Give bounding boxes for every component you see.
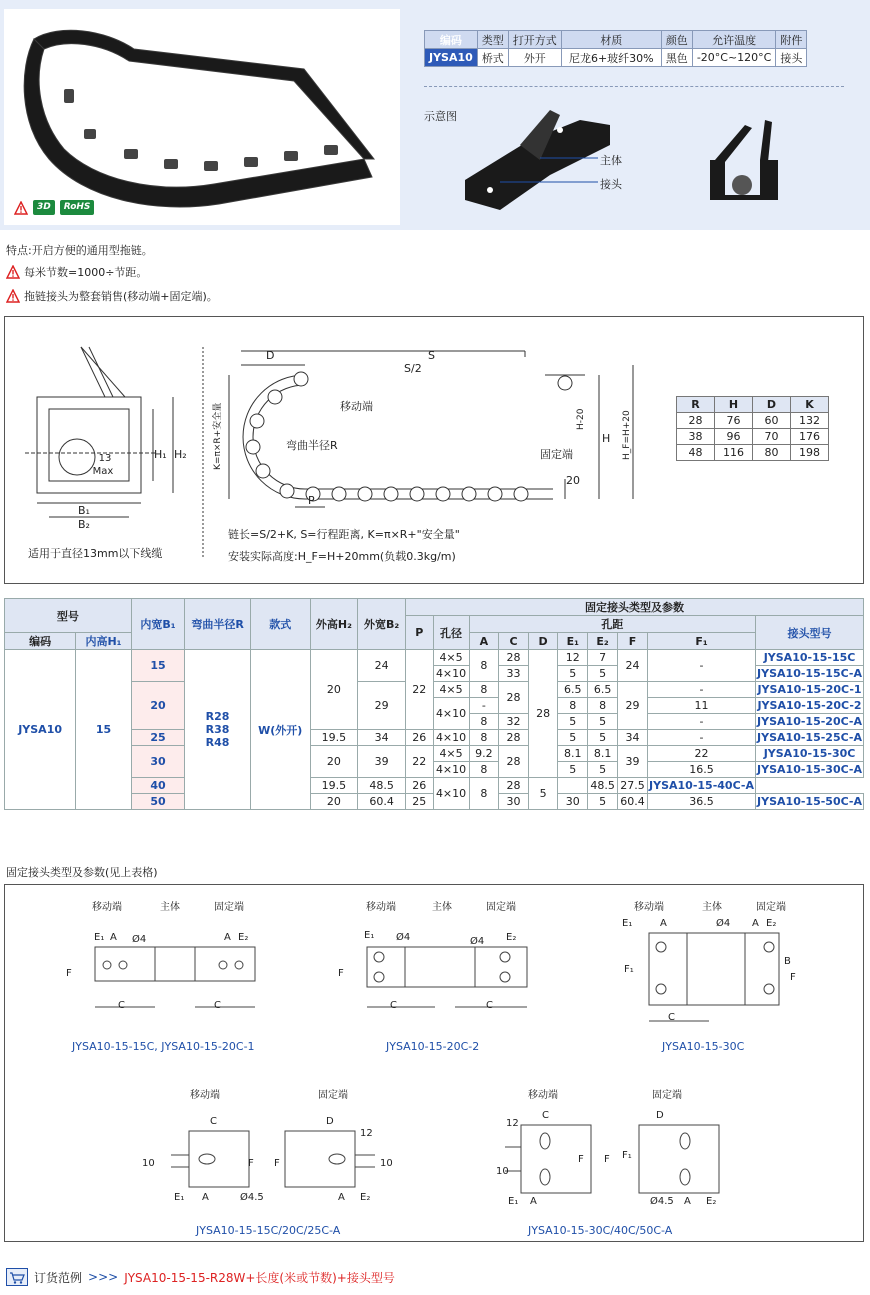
spec-cell: JYSA10 — [425, 49, 478, 67]
hole-cell: 4×10 — [433, 762, 469, 778]
lbl-a: A — [752, 918, 759, 929]
a-cell: 8 — [469, 650, 499, 682]
b2-cell: 34 — [358, 730, 406, 746]
lbl-a: A — [338, 1192, 345, 1203]
th-inner-b1: 内宽B₁ — [131, 599, 185, 650]
joint-model-cell: JYSA10-15-15C — [756, 650, 864, 666]
inner-h1-cell: 15 — [76, 650, 131, 810]
h2-cell: 20 — [310, 746, 358, 778]
formula-1: 链长=S/2+K, S=行程距离, K=π×R+"安全量" — [228, 528, 460, 541]
lbl-body-3: 主体 — [702, 902, 722, 913]
twenty-label: 20 — [566, 474, 580, 487]
th-inner-h1: 内高H₁ — [76, 633, 131, 650]
spec-cell: 桥式 — [477, 49, 508, 67]
lbl-moving-1: 移动端 — [92, 902, 122, 913]
hole-cell: 4×10 — [433, 666, 469, 682]
th-outer-b2: 外宽B₂ — [358, 599, 406, 650]
joint-label: 接头 — [600, 178, 622, 191]
e1-cell: 8 — [558, 698, 588, 714]
a-cell: - — [469, 698, 499, 714]
c-cell: 32 — [499, 714, 529, 730]
d-label: D — [266, 349, 275, 362]
th-f1: F₁ — [647, 633, 755, 650]
lbl-phi45: Ø4.5 — [650, 1196, 674, 1207]
e2-cell: 5 — [588, 730, 618, 746]
r-cell: 76 — [715, 413, 753, 429]
e1-cell: 5 — [558, 714, 588, 730]
e1-cell: 12 — [558, 650, 588, 666]
lbl-e1: E₁ — [364, 930, 375, 941]
a-cell: 8 — [469, 762, 499, 778]
f1-cell: - — [647, 650, 755, 682]
r-cell: 28 — [677, 413, 715, 429]
d-cell: 30 — [558, 794, 588, 810]
lbl-e2: E₂ — [766, 918, 777, 929]
joint-model-cell: JYSA10-15-20C-2 — [757, 699, 862, 712]
fixed-end-label: 固定端 — [540, 448, 573, 461]
spec-header: 打开方式 — [508, 31, 561, 49]
th-e1: E₁ — [558, 633, 588, 650]
joint-model-cell: JYSA10-15-20C-A — [757, 715, 862, 728]
lbl-f1: F₁ — [624, 964, 634, 975]
lbl-c: C — [542, 1110, 549, 1121]
th-e2: E₂ — [588, 633, 618, 650]
hole-cell: 4×10 — [433, 698, 469, 730]
a-cell: 8 — [469, 778, 499, 810]
b2-cell: 60.4 — [358, 794, 406, 810]
lbl-f: F — [338, 968, 344, 979]
code-cell: JYSA10 — [5, 650, 76, 810]
joint-model-cell: JYSA10-15-20C-1 — [757, 683, 862, 696]
th-a: A — [469, 633, 499, 650]
r-cell: 198 — [791, 445, 829, 461]
p-cell: 25 — [405, 794, 433, 810]
r-header: H — [715, 397, 753, 413]
lbl-a: A — [224, 932, 231, 943]
joint-model-cell: JYSA10-15-15C-A — [757, 667, 862, 680]
bend-r28: R28 — [205, 710, 230, 723]
b2-cell: 48.5 — [358, 778, 406, 794]
r-cell: 80 — [753, 445, 791, 461]
b2-cell: 29 — [358, 682, 406, 730]
3d-badge: 3D — [33, 200, 55, 215]
e1-cell: 8.1 — [558, 746, 588, 762]
joint-model-cell: JYSA10-15-30C-A — [757, 763, 862, 776]
f1-cell: - — [647, 730, 755, 746]
d-cell: 28 — [528, 650, 558, 778]
lbl-f: F — [248, 1158, 254, 1169]
th-style: 款式 — [250, 599, 310, 650]
s-label: S — [428, 349, 435, 362]
lbl-moving-2: 移动端 — [366, 902, 396, 913]
b1-label: B₁ — [78, 504, 90, 517]
th-p: P — [405, 616, 433, 650]
lbl-fixed-3: 固定端 — [756, 902, 786, 913]
feature-note — [6, 242, 153, 258]
c-cell: 28 — [499, 682, 529, 714]
c-cell: 28 — [499, 746, 529, 778]
lbl-body-2: 主体 — [432, 902, 452, 913]
r-cell: 116 — [715, 445, 753, 461]
f-cell: 60.4 — [618, 794, 648, 810]
lbl-d: D — [656, 1110, 664, 1121]
lbl-c: C — [210, 1116, 217, 1127]
spec-cell: 外开 — [508, 49, 561, 67]
lbl-f: F — [604, 1154, 610, 1165]
spec-table — [424, 30, 807, 67]
lbl-fixed-2: 固定端 — [486, 902, 516, 913]
lbl-fixed-1: 固定端 — [214, 902, 244, 913]
lbl-moving-3: 移动端 — [634, 902, 664, 913]
th-outer-h2: 外高H₂ — [310, 599, 358, 650]
e1-cell: 5 — [558, 762, 588, 778]
cable-note: 适用于直径13mm以下线缆 — [28, 547, 163, 560]
badge-row — [14, 200, 94, 215]
r-cell: 60 — [753, 413, 791, 429]
e1-cell: 6.5 — [558, 682, 588, 698]
r-cell: 48 — [677, 445, 715, 461]
lbl-e1: E₁ — [508, 1196, 519, 1207]
b1-cell: 20 — [131, 682, 185, 730]
b2-cell: 24 — [358, 650, 406, 682]
f-cell: 39 — [618, 746, 648, 778]
lbl-12: 12 — [360, 1128, 373, 1139]
b1-cell: 40 — [131, 778, 185, 794]
feature-text: 特点:开启方便的通用型拖链。 — [6, 244, 153, 257]
diagram-label: 示意图 — [424, 110, 457, 123]
spec-cell: -20°C~120°C — [692, 49, 776, 67]
lbl-10: 10 — [496, 1166, 509, 1177]
note-1 — [6, 264, 147, 280]
spec-cell: 尼龙6+玻纤30% — [561, 49, 661, 67]
b1-cell: 50 — [131, 794, 185, 810]
caption-4: JYSA10-15-15C/20C/25C-A — [196, 1224, 341, 1237]
c-cell: 30 — [499, 794, 529, 810]
lbl-phi4: Ø4 — [716, 918, 731, 929]
bend-r38: R38 — [205, 723, 230, 736]
rohs-badge: RoHS — [60, 200, 95, 215]
lbl-fixed-4: 固定端 — [318, 1090, 348, 1101]
lbl-c: C — [118, 1000, 125, 1011]
a-cell: 8 — [469, 730, 499, 746]
p-label: P — [308, 494, 315, 507]
f1-cell: 27.5 — [618, 778, 648, 794]
f1-cell: - — [647, 682, 755, 698]
r-cell: 176 — [791, 429, 829, 445]
r-header: D — [753, 397, 791, 413]
lbl-a: A — [684, 1196, 691, 1207]
moving-end-label: 移动端 — [340, 400, 373, 413]
lbl-e2: E₂ — [706, 1196, 717, 1207]
spec-header: 类型 — [477, 31, 508, 49]
r-cell: 38 — [677, 429, 715, 445]
lbl-e2: E₂ — [238, 932, 249, 943]
h-label: H — [602, 432, 611, 445]
spec-header: 材质 — [561, 31, 661, 49]
spec-cell: 接头 — [776, 49, 807, 67]
a-cell: 8 — [469, 714, 499, 730]
h2-cell: 19.5 — [310, 730, 358, 746]
lbl-a: A — [202, 1192, 209, 1203]
e2-cell: 7 — [588, 650, 618, 666]
max-circle-value: 13 — [98, 453, 112, 464]
f-cell: 34 — [618, 730, 648, 746]
b2-label: B₂ — [78, 518, 90, 531]
spec-header: 颜色 — [661, 31, 692, 49]
th-pitch: 孔距 — [469, 616, 756, 633]
f1-cell: 36.5 — [647, 794, 755, 810]
lbl-body-1: 主体 — [160, 902, 180, 913]
c-cell: 28 — [499, 778, 529, 794]
lbl-d: D — [326, 1116, 334, 1127]
r-cell: 96 — [715, 429, 753, 445]
h-minus-label: H-20 — [576, 408, 586, 430]
lbl-fixed-5: 固定端 — [652, 1090, 682, 1101]
b1-cell: 25 — [131, 730, 185, 746]
hole-cell: 4×5 — [433, 682, 469, 698]
lbl-c: C — [486, 1000, 493, 1011]
p-cell: 22 — [405, 650, 433, 730]
bend-r48: R48 — [205, 736, 230, 749]
lbl-a: A — [110, 932, 117, 943]
bend-radius-label: 弯曲半径R — [286, 439, 338, 452]
spec-header: 编码 — [425, 31, 478, 49]
lbl-e1: E₁ — [94, 932, 105, 943]
lbl-f: F — [274, 1158, 280, 1169]
b1-cell: 30 — [131, 746, 185, 778]
f-cell: 29 — [618, 682, 648, 730]
lbl-a: A — [530, 1196, 537, 1207]
note-2-text: 拖链接头为整套销售(移动端+固定端)。 — [24, 290, 218, 303]
parameter-table — [4, 598, 864, 810]
joint-diagram — [460, 100, 860, 220]
hf-label: H_F=H+20 — [622, 410, 632, 460]
h2-cell: 20 — [310, 794, 358, 810]
th-code: 编码 — [5, 633, 76, 650]
th-model: 型号 — [5, 599, 132, 633]
bend-cell — [185, 650, 251, 810]
warning-icon — [6, 289, 20, 303]
order-example — [6, 1268, 395, 1286]
lbl-moving-5: 移动端 — [528, 1090, 558, 1101]
e2-cell: 8.1 — [588, 746, 618, 762]
b1-cell: 15 — [131, 650, 185, 682]
lbl-a: A — [660, 918, 667, 929]
th-f: F — [618, 633, 648, 650]
e2-cell — [558, 778, 588, 794]
e1-cell: 5 — [558, 666, 588, 682]
joint-model-cell: JYSA10-15-40C-A — [649, 779, 754, 792]
c-cell: 28 — [499, 730, 529, 746]
lbl-phi4: Ø4 — [470, 936, 485, 947]
section-label: 固定接头类型及参数(见上表格) — [6, 866, 158, 879]
lbl-moving-4: 移动端 — [190, 1090, 220, 1101]
th-bend: 弯曲半径R — [185, 599, 251, 650]
lbl-phi4: Ø4 — [396, 932, 411, 943]
divider — [424, 86, 844, 87]
th-c: C — [499, 633, 529, 650]
max-circle-label: Max — [92, 466, 114, 477]
f1-cell: - — [647, 714, 755, 730]
joint-model-cell: JYSA10-15-25C-A — [757, 731, 862, 744]
hole-cell: 4×10 — [433, 730, 469, 746]
k-formula-label: K=π×R+安全量 — [213, 402, 223, 470]
lbl-b: B — [784, 956, 791, 967]
lbl-10: 10 — [142, 1158, 155, 1169]
style-cell: W(外开) — [250, 650, 310, 810]
lbl-12: 12 — [506, 1118, 519, 1129]
joint-model-cell: JYSA10-15-30C — [756, 746, 864, 762]
order-text: JYSA10-15-15-R28W+长度(米或节数)+接头型号 — [124, 1270, 395, 1285]
hole-cell: 4×10 — [433, 778, 469, 810]
lbl-10: 10 — [380, 1158, 393, 1169]
body-label: 主体 — [600, 154, 622, 167]
hole-cell: 4×5 — [433, 746, 469, 762]
h2-label: H₂ — [174, 448, 187, 461]
th-hole: 孔径 — [433, 616, 469, 650]
warning-icon — [6, 265, 20, 279]
caption-2: JYSA10-15-20C-2 — [386, 1040, 480, 1053]
e2-cell: 5 — [588, 714, 618, 730]
joint-model-cell: JYSA10-15-50C-A — [757, 795, 862, 808]
r-cell: 132 — [791, 413, 829, 429]
r-header: K — [791, 397, 829, 413]
a-cell: 8 — [469, 682, 499, 698]
lbl-e1: E₁ — [622, 918, 633, 929]
drag-chain-image — [4, 9, 400, 225]
b2-cell: 39 — [358, 746, 406, 778]
product-photo — [4, 9, 400, 225]
lbl-c: C — [214, 1000, 221, 1011]
p-cell: 26 — [405, 778, 433, 794]
lbl-f: F — [790, 972, 796, 983]
cart-icon — [6, 1268, 28, 1286]
lbl-e1: E₁ — [174, 1192, 185, 1203]
th-d: D — [528, 633, 558, 650]
caption-5: JYSA10-15-30C/40C/50C-A — [528, 1224, 673, 1237]
order-label: 订货范例 — [34, 1270, 83, 1285]
c-cell: 33 — [499, 666, 529, 682]
warning-icon — [14, 201, 28, 215]
s2-label: S/2 — [404, 362, 422, 375]
e1-cell: 5 — [528, 778, 558, 810]
lbl-e2: E₂ — [506, 932, 517, 943]
r-header: R — [677, 397, 715, 413]
note-1-text: 每米节数=1000÷节距。 — [24, 266, 148, 279]
th-joint-model: 接头型号 — [756, 616, 864, 650]
spec-header: 允许温度 — [692, 31, 776, 49]
f-cell: 24 — [618, 650, 648, 682]
p-cell: 22 — [405, 746, 433, 778]
th-fixed: 固定接头类型及参数 — [405, 599, 863, 616]
f1-cell: 22 — [647, 746, 755, 762]
formula-2: 安装实际高度:H_F=H+20mm(负载0.3kg/m) — [228, 550, 456, 563]
e1-cell: 5 — [558, 730, 588, 746]
note-2 — [6, 288, 218, 304]
h2-cell: 19.5 — [310, 778, 358, 794]
e2-cell: 5 — [588, 762, 618, 778]
h1-label: H₁ — [154, 448, 167, 461]
radius-table — [676, 396, 829, 461]
hole-cell: 4×5 — [433, 650, 469, 666]
e2-cell: 6.5 — [588, 682, 618, 698]
lbl-f: F — [66, 968, 72, 979]
caption-1: JYSA10-15-15C, JYSA10-15-20C-1 — [72, 1040, 255, 1053]
lbl-c: C — [668, 1012, 675, 1023]
lbl-e2: E₂ — [360, 1192, 371, 1203]
order-arrows: >>> — [88, 1270, 119, 1284]
spec-cell: 黑色 — [661, 49, 692, 67]
f1-cell: 16.5 — [647, 762, 755, 778]
r-cell: 70 — [753, 429, 791, 445]
e2-cell: 5 — [588, 794, 618, 810]
lbl-phi4: Ø4 — [132, 934, 147, 945]
a-cell: 9.2 — [469, 746, 499, 762]
c-cell: 28 — [499, 650, 529, 666]
lbl-f1: F₁ — [622, 1150, 632, 1161]
p-cell: 26 — [405, 730, 433, 746]
f1-cell: 11 — [647, 698, 755, 714]
spec-header: 附件 — [776, 31, 807, 49]
lbl-f: F — [578, 1154, 584, 1165]
e2-cell: 8 — [588, 698, 618, 714]
f-cell: 48.5 — [588, 778, 618, 794]
e2-cell: 5 — [588, 666, 618, 682]
h2-cell: 20 — [310, 650, 358, 730]
lbl-phi45: Ø4.5 — [240, 1192, 264, 1203]
lbl-c: C — [390, 1000, 397, 1011]
caption-3: JYSA10-15-30C — [662, 1040, 745, 1053]
